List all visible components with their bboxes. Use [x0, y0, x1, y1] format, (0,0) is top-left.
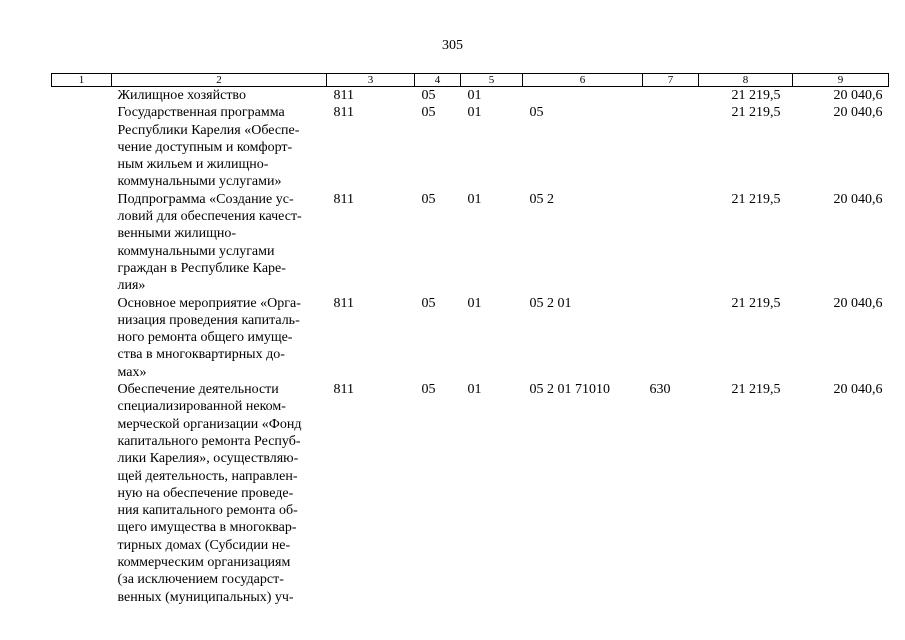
cell-col-5: 01: [467, 191, 482, 207]
name-line: венных (муниципальных) уч-: [117, 589, 294, 605]
name-line: ния капитального ремонта об-: [117, 503, 298, 519]
cell-col-6: 05 2 01: [529, 295, 572, 311]
cell-col-7: 630: [649, 382, 671, 398]
header-col-4: 4: [415, 74, 461, 87]
cell-col-9: 20 040,6: [833, 382, 883, 398]
cell-col-4: 05: [421, 382, 436, 398]
cell-col-9: 20 040,6: [833, 191, 883, 207]
header-col-2: 2: [112, 74, 327, 87]
name-line: щей деятельность, направлен-: [117, 468, 298, 484]
name-line: венными жилищно-: [117, 226, 237, 242]
cell-col-1: [52, 104, 112, 190]
name-line: коммунальными услугами: [117, 243, 275, 259]
name-line: тирных домах (Субсидии не-: [117, 537, 291, 553]
name-line: мах»: [117, 364, 147, 380]
table-row: [52, 191, 889, 295]
cell-col-8: 21 219,5: [731, 191, 781, 207]
cell-col-7: [643, 104, 699, 190]
name-line: Жилищное хозяйство: [117, 88, 246, 103]
cell-col-8: 21 219,5: [731, 88, 781, 103]
cell-col-5: 01: [467, 382, 482, 398]
cell-col-7: [643, 191, 699, 295]
cell-col-4: 05: [421, 295, 436, 311]
header-col-8: 8: [699, 74, 793, 87]
cell-col-8: 21 219,5: [731, 382, 781, 398]
cell-col-5: 01: [467, 88, 482, 103]
table-row: [52, 104, 889, 190]
name-line: лики Карелия», осуществляю-: [117, 451, 299, 467]
header-col-9: 9: [793, 74, 889, 87]
name-line: ным жильем и жилищно-: [117, 157, 269, 173]
name-line: граждан в Республике Каре-: [117, 260, 286, 276]
name-line: лия»: [117, 278, 146, 294]
cell-col-9: 20 040,6: [833, 295, 883, 311]
name-line: Республики Карелия «Обеспе-: [117, 122, 300, 138]
cell-col-4: 05: [421, 105, 436, 121]
name-line: ства в многоквартирных до-: [117, 347, 285, 363]
name-line: капитального ремонта Респуб-: [117, 433, 301, 449]
page-number: 305: [442, 38, 463, 53]
name-line: щего имущества в многоквар-: [117, 520, 297, 536]
name-line: (за исключением государст-: [117, 572, 284, 588]
cell-col-7: [643, 295, 699, 381]
cell-col-3: 811: [333, 191, 354, 207]
cell-col-3: 811: [333, 88, 354, 103]
name-line: специализированной неком-: [117, 399, 286, 415]
cell-col-5: 01: [467, 295, 482, 311]
name-line: коммунальными услугами»: [117, 174, 282, 190]
header-col-1: 1: [52, 74, 112, 87]
table-row: [52, 87, 889, 105]
table-row: [52, 295, 889, 381]
cell-name: [112, 295, 327, 381]
cell-col-1: [52, 191, 112, 295]
name-line: мерческой организации «Фонд: [117, 416, 302, 432]
header-col-3: 3: [327, 74, 415, 87]
cell-col-1: [52, 295, 112, 381]
header-row: [52, 74, 889, 87]
cell-col-6: 05 2: [529, 191, 554, 207]
name-line: чение доступным и комфорт-: [117, 139, 293, 155]
name-line: коммерческим организациям: [117, 555, 291, 571]
cell-name: [112, 104, 327, 190]
cell-col-3: 811: [333, 295, 354, 311]
name-line: ловий для обеспечения качест-: [117, 209, 302, 225]
cell-col-5: 01: [467, 105, 482, 121]
name-line: ного ремонта общего имуще-: [117, 330, 293, 346]
cell-col-1: [52, 87, 112, 105]
cell-col-4: 05: [421, 88, 436, 103]
table-row: [52, 381, 889, 606]
budget-table: [51, 73, 889, 606]
cell-col-3: 811: [333, 105, 354, 121]
cell-name: [112, 191, 327, 295]
table-body: [52, 87, 889, 606]
name-line: Подпрограмма «Создание ус-: [117, 191, 294, 207]
name-line: низация проведения капиталь-: [117, 312, 300, 328]
cell-col-3: 811: [333, 382, 354, 398]
cell-col-4: 05: [421, 191, 436, 207]
cell-name: [112, 87, 327, 105]
cell-col-6: 05 2 01 71010: [529, 382, 610, 398]
cell-col-8: 21 219,5: [731, 295, 781, 311]
name-line: Обеспечение деятельности: [117, 382, 279, 398]
cell-col-9: 20 040,6: [833, 88, 883, 103]
header-col-7: 7: [643, 74, 699, 87]
cell-col-1: [52, 381, 112, 606]
cell-col-9: 20 040,6: [833, 105, 883, 121]
cell-col-8: 21 219,5: [731, 105, 781, 121]
table-header: [52, 74, 889, 87]
cell-col-7: [643, 87, 699, 105]
name-line: Государственная программа: [117, 105, 285, 121]
header-col-5: 5: [461, 74, 523, 87]
cell-col-6: 05: [529, 105, 544, 121]
cell-col-6: [523, 87, 643, 105]
name-line: Основное мероприятие «Орга-: [117, 295, 301, 311]
header-col-6: 6: [523, 74, 643, 87]
cell-name: [112, 381, 327, 606]
name-line: ную на обеспечение проведе-: [117, 485, 294, 501]
